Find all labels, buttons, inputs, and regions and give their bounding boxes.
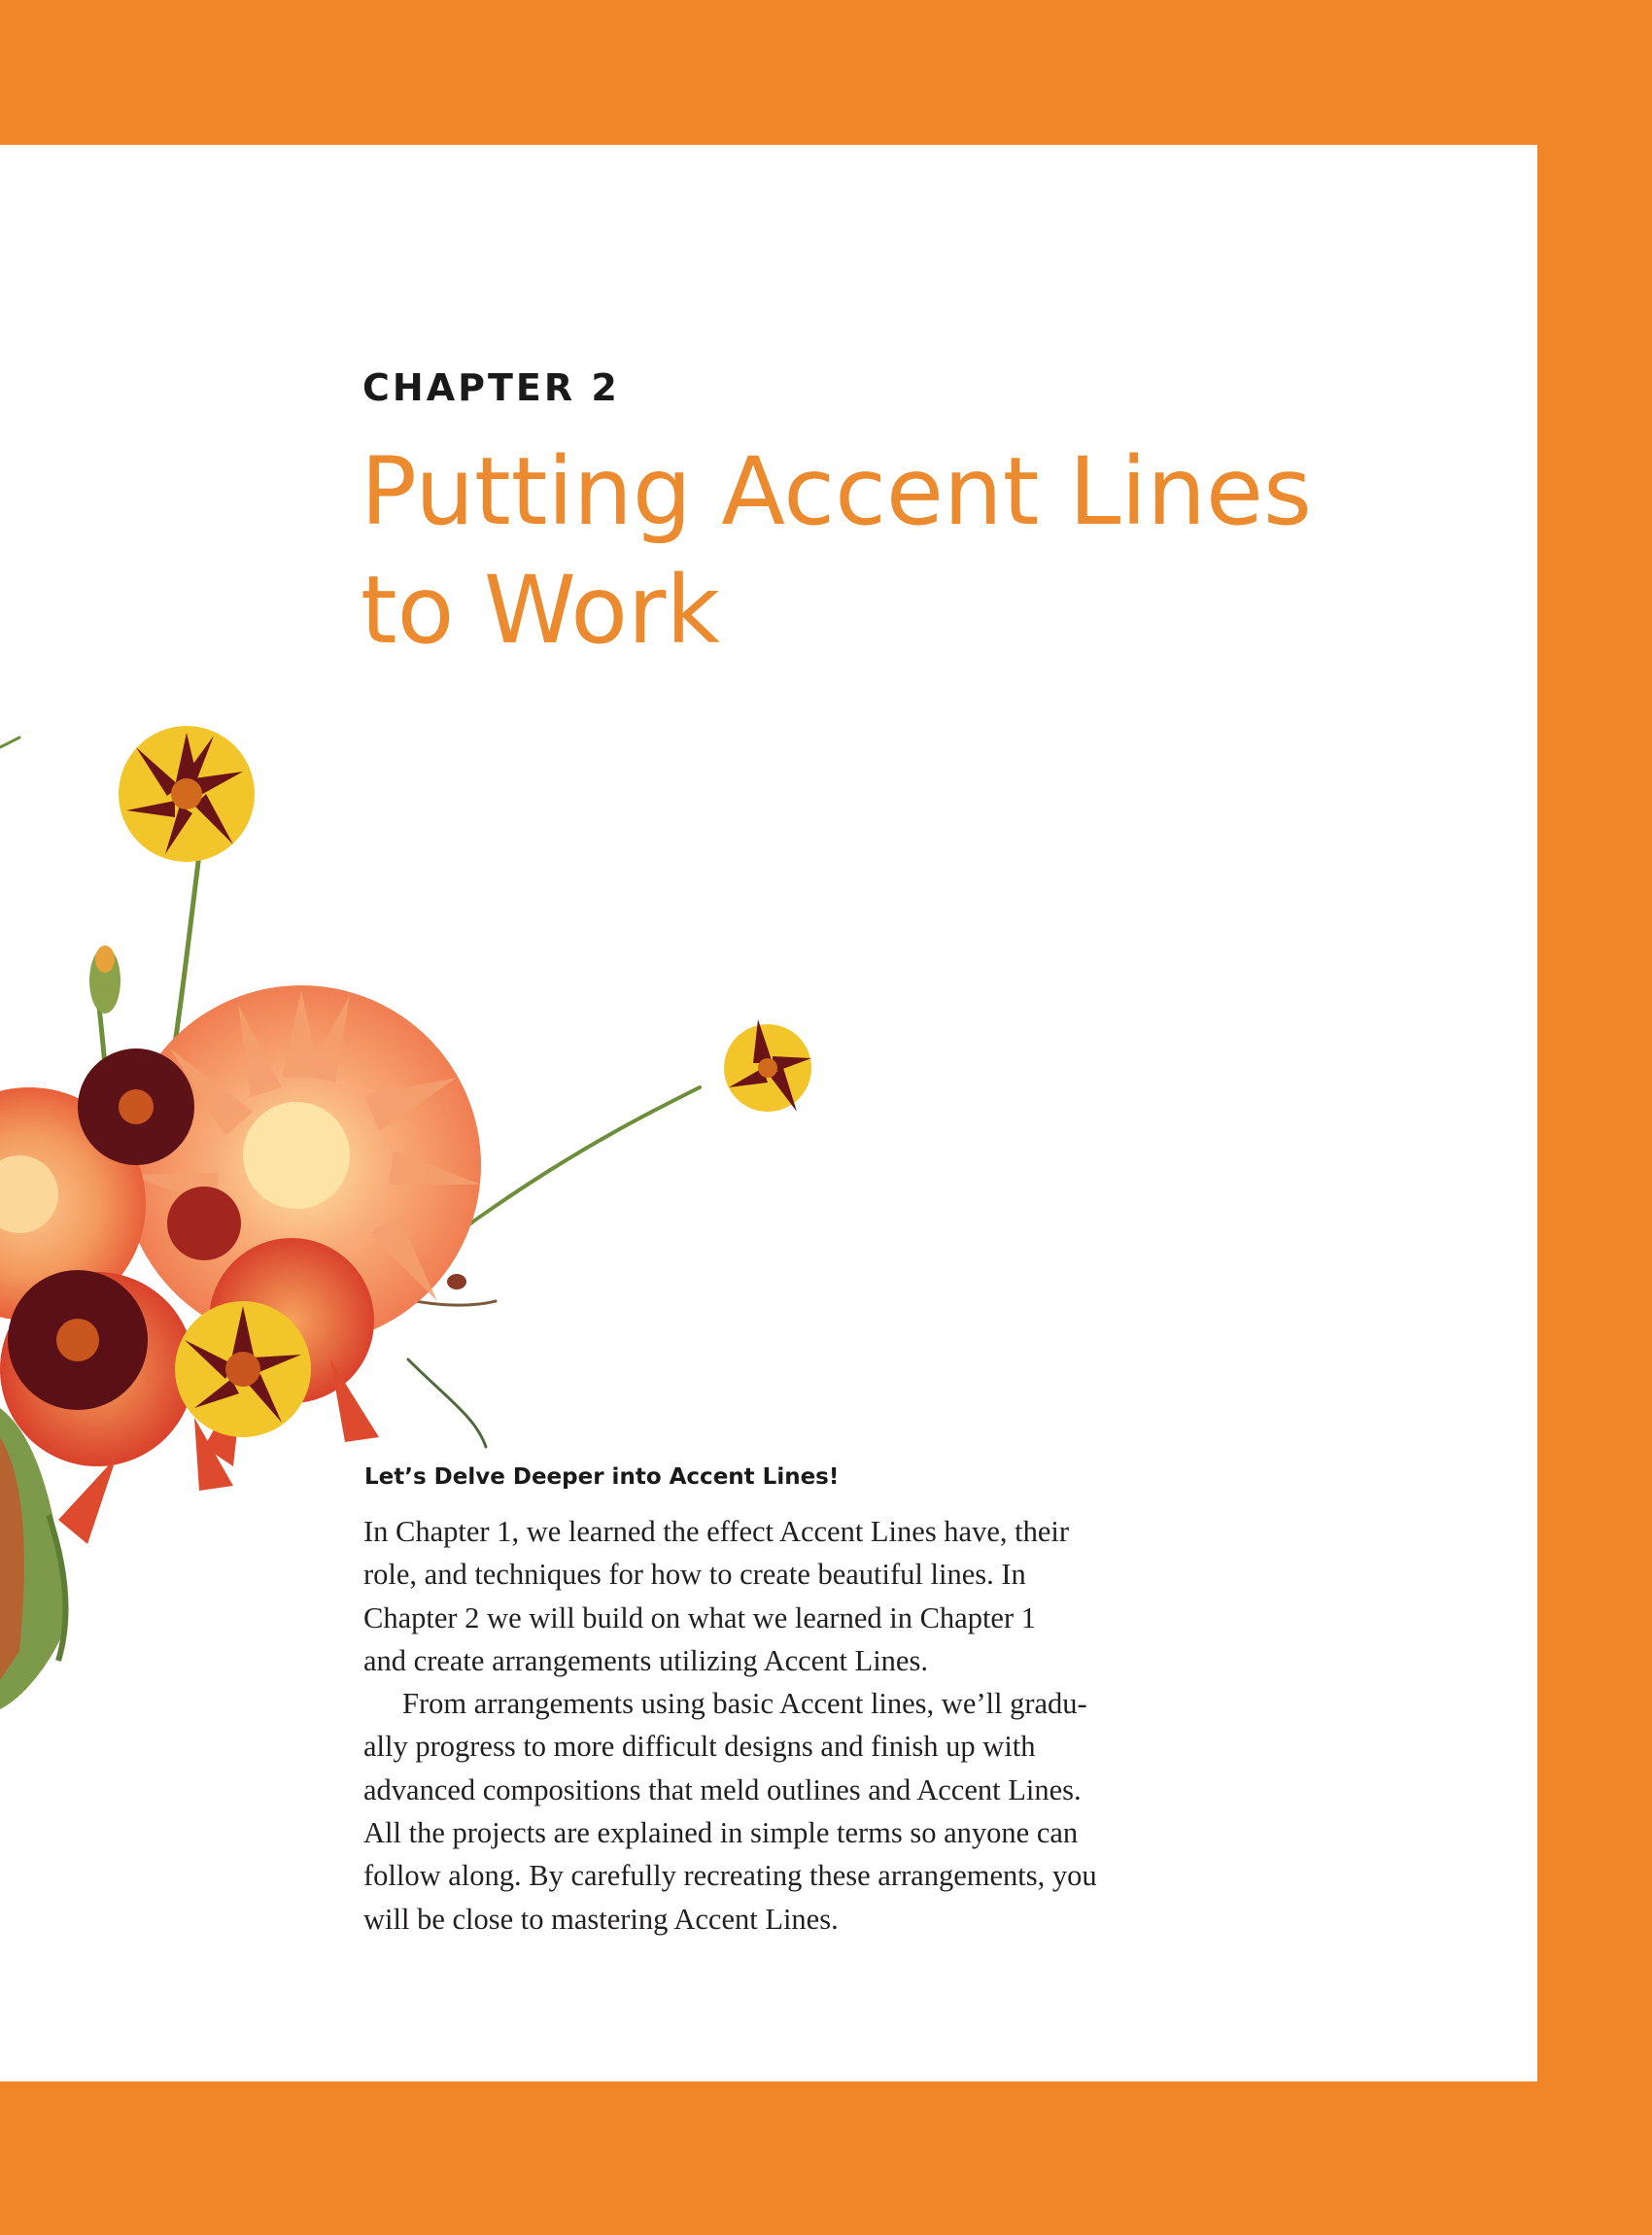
intro-paragraph [363,1682,1219,1941]
text-line: All the projects are explained in simple terms so anyone can [363,1816,1079,1850]
text-line: In Chapter 1, we learned the effect Accent Lines have, their [363,1515,1070,1548]
text-line: role, and techniques for how to create beautiful lines. In [363,1558,1026,1592]
chapter-title [361,432,1332,670]
text-line: ally progress to more difficult designs and finish up with [363,1730,1036,1764]
text-line: will be close to mastering Accent Lines. [363,1902,839,1936]
chapter-title-line: Putting Accent Lines [361,437,1312,546]
book-page [0,145,1537,2081]
text-line: follow along. By carefully recreating these arrangements, you [363,1859,1097,1893]
text-line: Chapter 2 we will build on what we learned in Chapter 1 [363,1600,1036,1634]
intro-heading: Let’s Delve Deeper into Accent Lines! [364,1464,840,1490]
intro-body [363,1510,1219,1941]
text-line: advanced compositions that meld outlines and Accent Lines. [363,1772,1082,1806]
chapter-title-line: to Work [361,556,720,665]
intro-paragraph [363,1510,1219,1682]
text-line: and create arrangements utilizing Accent Lines. [363,1643,928,1677]
text-line: From arrangements using basic Accent lines, we’ll gradu- [402,1687,1087,1721]
chapter-label: CHAPTER 2 [362,366,620,409]
